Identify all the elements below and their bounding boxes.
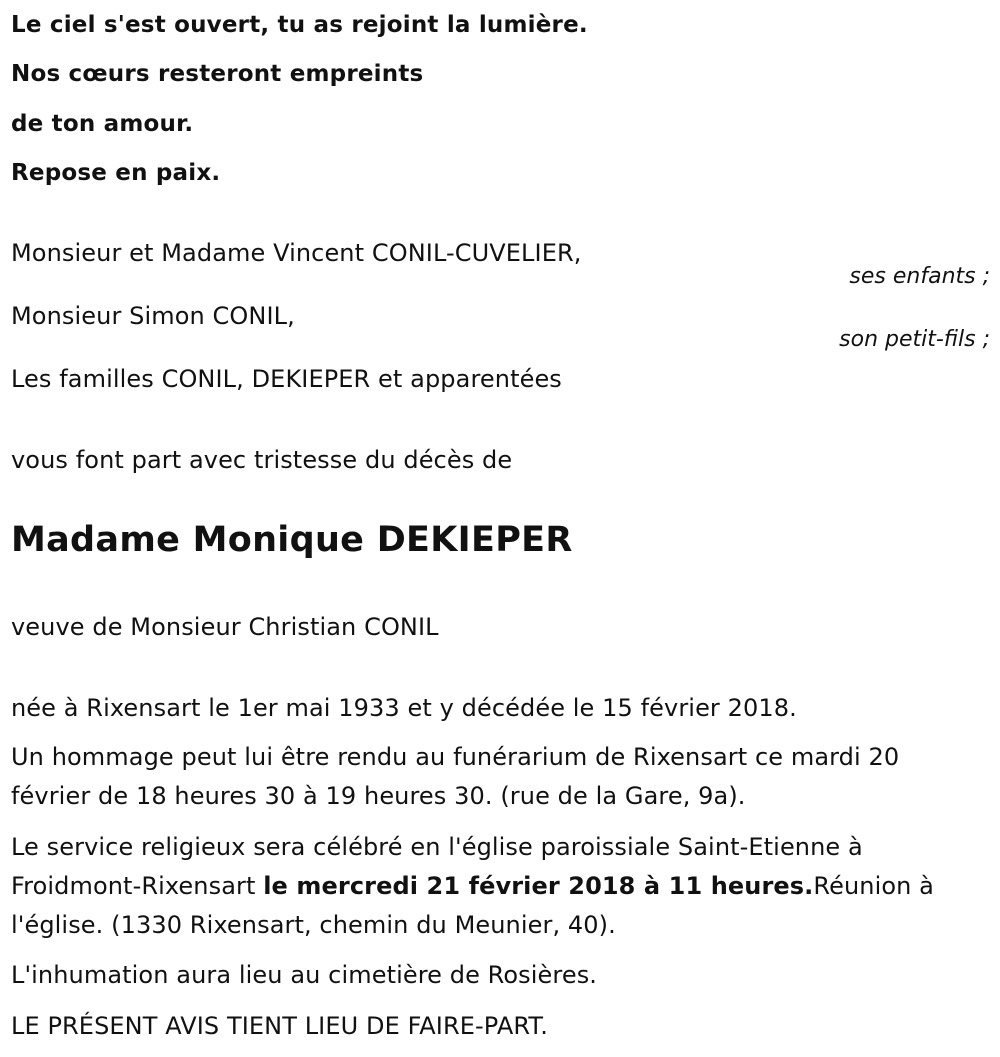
service-date-bold: le mercredi 21 février 2018 à 11 heures.: [263, 872, 814, 900]
deceased-widow-of: veuve de Monsieur Christian CONIL: [11, 613, 439, 641]
tribute-paragraph: Un hommage peut lui être rendu au funérarium de Rixensart ce mardi 20 février de 18 heures 30 à 19 heures 30. (rue de la Gare, 9a).: [11, 743, 900, 810]
poem-line-1: Le ciel s'est ouvert, tu as rejoint la lumière.: [11, 12, 588, 38]
family-children-name: Monsieur et Madame Vincent CONIL-CUVELIER,: [11, 239, 582, 267]
notice-text: LE PRÉSENT AVIS TIENT LIEU DE FAIRE-PART.: [11, 1012, 549, 1040]
birth-death-dates: née à Rixensart le 1er mai 1933 et y décédée le 15 février 2018.: [11, 694, 797, 722]
service-paragraph: [11, 828, 981, 945]
announcement-text: vous font part avec tristesse du décès de: [11, 446, 513, 474]
poem-line-3: de ton amour.: [11, 111, 194, 137]
service-text-part1: Le service religieux sera célébré en l'église paroissiale Saint-Etienne à Froidmont-Rixensart: [11, 833, 863, 900]
family-others: Les familles CONIL, DEKIEPER et apparentées: [11, 365, 562, 393]
deceased-name: Madame Monique DEKIEPER: [11, 520, 573, 560]
burial-text: L'inhumation aura lieu au cimetière de Rosières.: [11, 961, 598, 989]
poem-line-4: Repose en paix.: [11, 160, 221, 186]
service-text-part2: Réunion à l'église. (1330 Rixensart, chemin du Meunier, 40).: [11, 872, 934, 939]
family-children-relation: ses enfants ;: [849, 264, 990, 289]
poem-line-2: Nos cœurs resteront empreints: [11, 61, 424, 87]
family-grandson-relation: son petit-fils ;: [839, 327, 990, 352]
family-grandson-name: Monsieur Simon CONIL,: [11, 302, 295, 330]
